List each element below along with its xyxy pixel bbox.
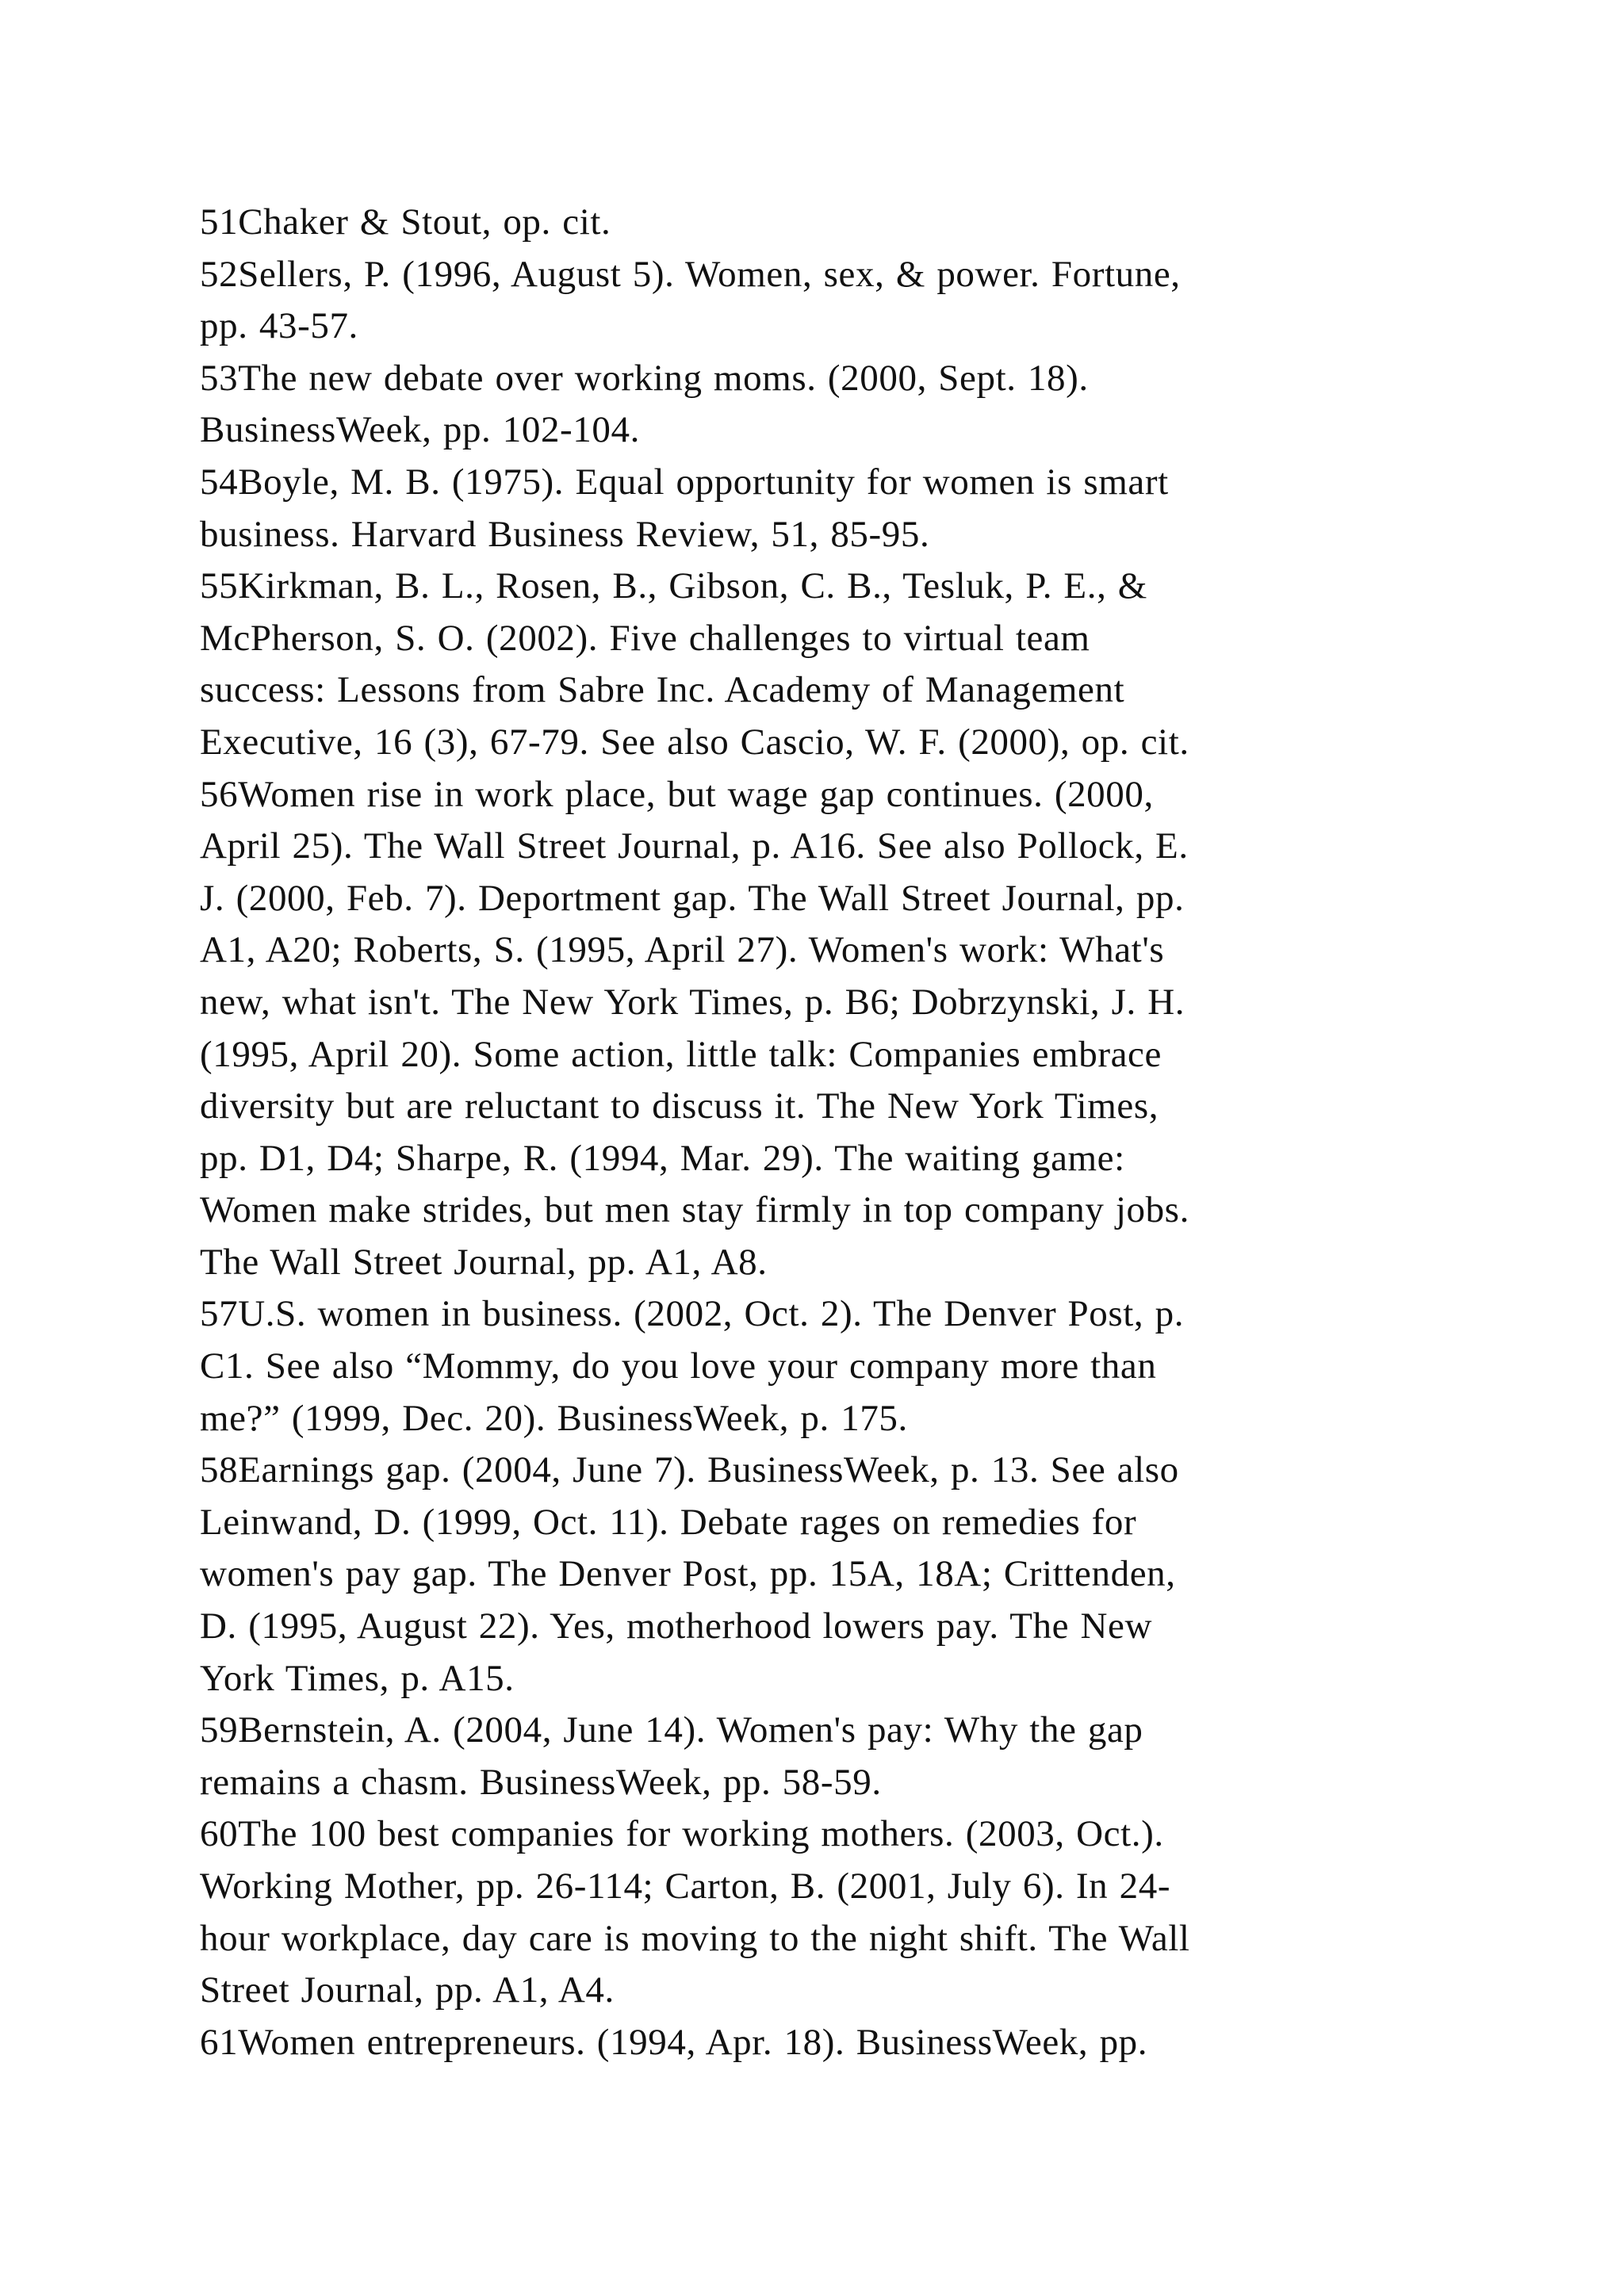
text-line: Working Mother, pp. 26-114; Carton, B. (2001, July 6). In 24-	[200, 1866, 1171, 1907]
text-line: 55Kirkman, B. L., Rosen, B., Gibson, C. B., Tesluk, P. E., &	[200, 565, 1147, 607]
text-line: A1, A20; Roberts, S. (1995, April 27). Women's work: What's	[200, 929, 1165, 971]
text-line: 52Sellers, P. (1996, August 5). Women, sex, & power. Fortune,	[200, 253, 1181, 295]
text-line: April 25). The Wall Street Journal, p. A16. See also Pollock, E.	[200, 825, 1189, 867]
text-line: C1. See also “Mommy, do you love your company more than	[200, 1345, 1157, 1387]
text-line: Street Journal, pp. A1, A4.	[200, 1969, 615, 2011]
text-line: me?” (1999, Dec. 20). BusinessWeek, p. 175.	[200, 1397, 908, 1439]
text-line: The Wall Street Journal, pp. A1, A8.	[200, 1241, 768, 1283]
text-line: Women make strides, but men stay firmly in top company jobs.	[200, 1189, 1189, 1231]
text-line: 53The new debate over working moms. (2000, Sept. 18).	[200, 357, 1089, 399]
text-line: pp. D1, D4; Sharpe, R. (1994, Mar. 29). The waiting game:	[200, 1137, 1125, 1179]
text-line: women's pay gap. The Denver Post, pp. 15A, 18A; Crittenden,	[200, 1553, 1176, 1595]
text-line: BusinessWeek, pp. 102-104.	[200, 409, 640, 451]
text-line: 58Earnings gap. (2004, June 7). BusinessWeek, p. 13. See also	[200, 1449, 1179, 1491]
text-line: business. Harvard Business Review, 51, 85-95.	[200, 513, 930, 555]
text-line: 59Bernstein, A. (2004, June 14). Women's pay: Why the gap	[200, 1709, 1143, 1751]
text-line: 60The 100 best companies for working mothers. (2003, Oct.).	[200, 1813, 1164, 1855]
text-line: D. (1995, August 22). Yes, motherhood lowers pay. The New	[200, 1605, 1152, 1647]
text-line: success: Lessons from Sabre Inc. Academy of Management	[200, 669, 1125, 711]
references-text	[200, 197, 1500, 2068]
text-line: 61Women entrepreneurs. (1994, Apr. 18). BusinessWeek, pp.	[200, 2021, 1148, 2063]
text-line: York Times, p. A15.	[200, 1657, 515, 1699]
text-line: remains a chasm. BusinessWeek, pp. 58-59.	[200, 1761, 882, 1803]
text-line: McPherson, S. O. (2002). Five challenges to virtual team	[200, 617, 1090, 659]
text-line: pp. 43-57.	[200, 305, 358, 347]
text-line: Leinwand, D. (1999, Oct. 11). Debate rages on remedies for	[200, 1501, 1137, 1543]
text-line: 57U.S. women in business. (2002, Oct. 2). The Denver Post, p.	[200, 1293, 1185, 1335]
text-line: 51Chaker & Stout, op. cit.	[200, 201, 611, 243]
text-line: 56Women rise in work place, but wage gap continues. (2000,	[200, 773, 1154, 815]
text-line: Executive, 16 (3), 67-79. See also Cascio, W. F. (2000), op. cit.	[200, 721, 1189, 763]
text-line: hour workplace, day care is moving to the night shift. The Wall	[200, 1917, 1190, 1959]
text-line: 54Boyle, M. B. (1975). Equal opportunity for women is smart	[200, 461, 1169, 503]
text-line: new, what isn't. The New York Times, p. B6; Dobrzynski, J. H.	[200, 981, 1185, 1023]
text-line: (1995, April 20). Some action, little talk: Companies embrace	[200, 1033, 1162, 1075]
text-line: J. (2000, Feb. 7). Deportment gap. The Wall Street Journal, pp.	[200, 877, 1185, 919]
text-line: diversity but are reluctant to discuss it. The New York Times,	[200, 1085, 1159, 1127]
